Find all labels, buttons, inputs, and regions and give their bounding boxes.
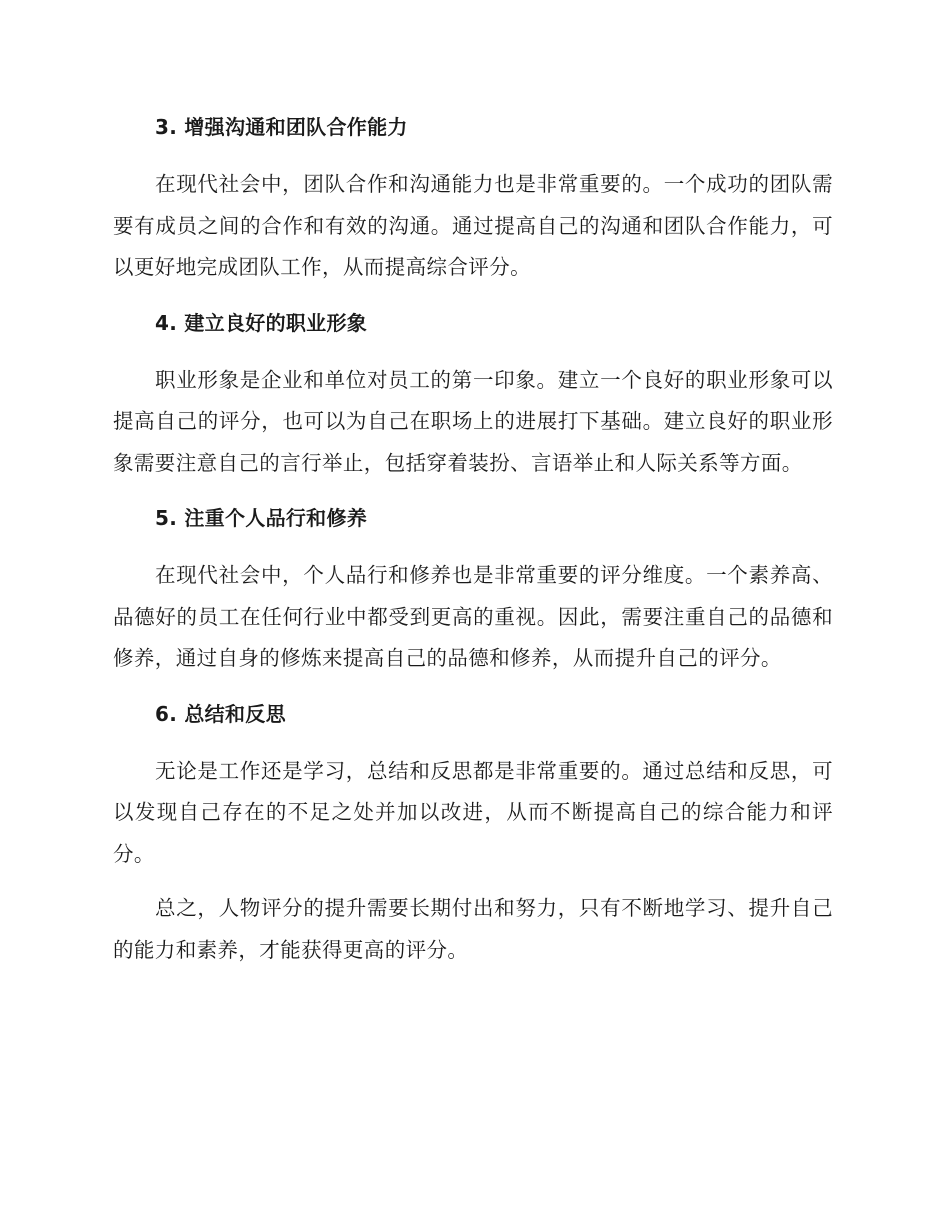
section-heading-3: 3. 增强沟通和团队合作能力 xyxy=(155,115,408,139)
section-paragraph-5: 在现代社会中，个人品行和修养也是非常重要的评分维度。一个素养高、品德好的员工在任何行业中都受到更高的重视。因此，需要注重自己的品德和修养，通过自身的修炼来提高自己的品德和修养，从而提升自己的评分。 xyxy=(113,563,833,670)
section-paragraph-4: 职业形象是企业和单位对员工的第一印象。建立一个良好的职业形象可以提高自己的评分，也可以为自己在职场上的进展打下基础。建立良好的职业形象需要注意自己的言行举止，包括穿着装扮、言语举止和人际关系等方面。 xyxy=(113,367,833,475)
section-paragraph-3: 在现代社会中，团队合作和沟通能力也是非常重要的。一个成功的团队需要有成员之间的合作和有效的沟通。通过提高自己的沟通和团队合作能力，可以更好地完成团队工作，从而提高综合评分。 xyxy=(113,172,833,279)
section-heading-5: 5. 注重个人品行和修养 xyxy=(155,506,368,530)
section-paragraph-6: 无论是工作还是学习，总结和反思都是非常重要的。通过总结和反思，可以发现自己存在的不足之处并加以改进，从而不断提高自己的综合能力和评分。 xyxy=(113,758,833,866)
section-heading-6: 6. 总结和反思 xyxy=(155,701,286,726)
document-body xyxy=(113,112,833,984)
section-heading-4: 4. 建立良好的职业形象 xyxy=(155,310,368,335)
summary-paragraph: 总之，人物评分的提升需要长期付出和努力，只有不断地学习、提升自己的能力和素养，才能获得更高的评分。 xyxy=(113,896,833,962)
